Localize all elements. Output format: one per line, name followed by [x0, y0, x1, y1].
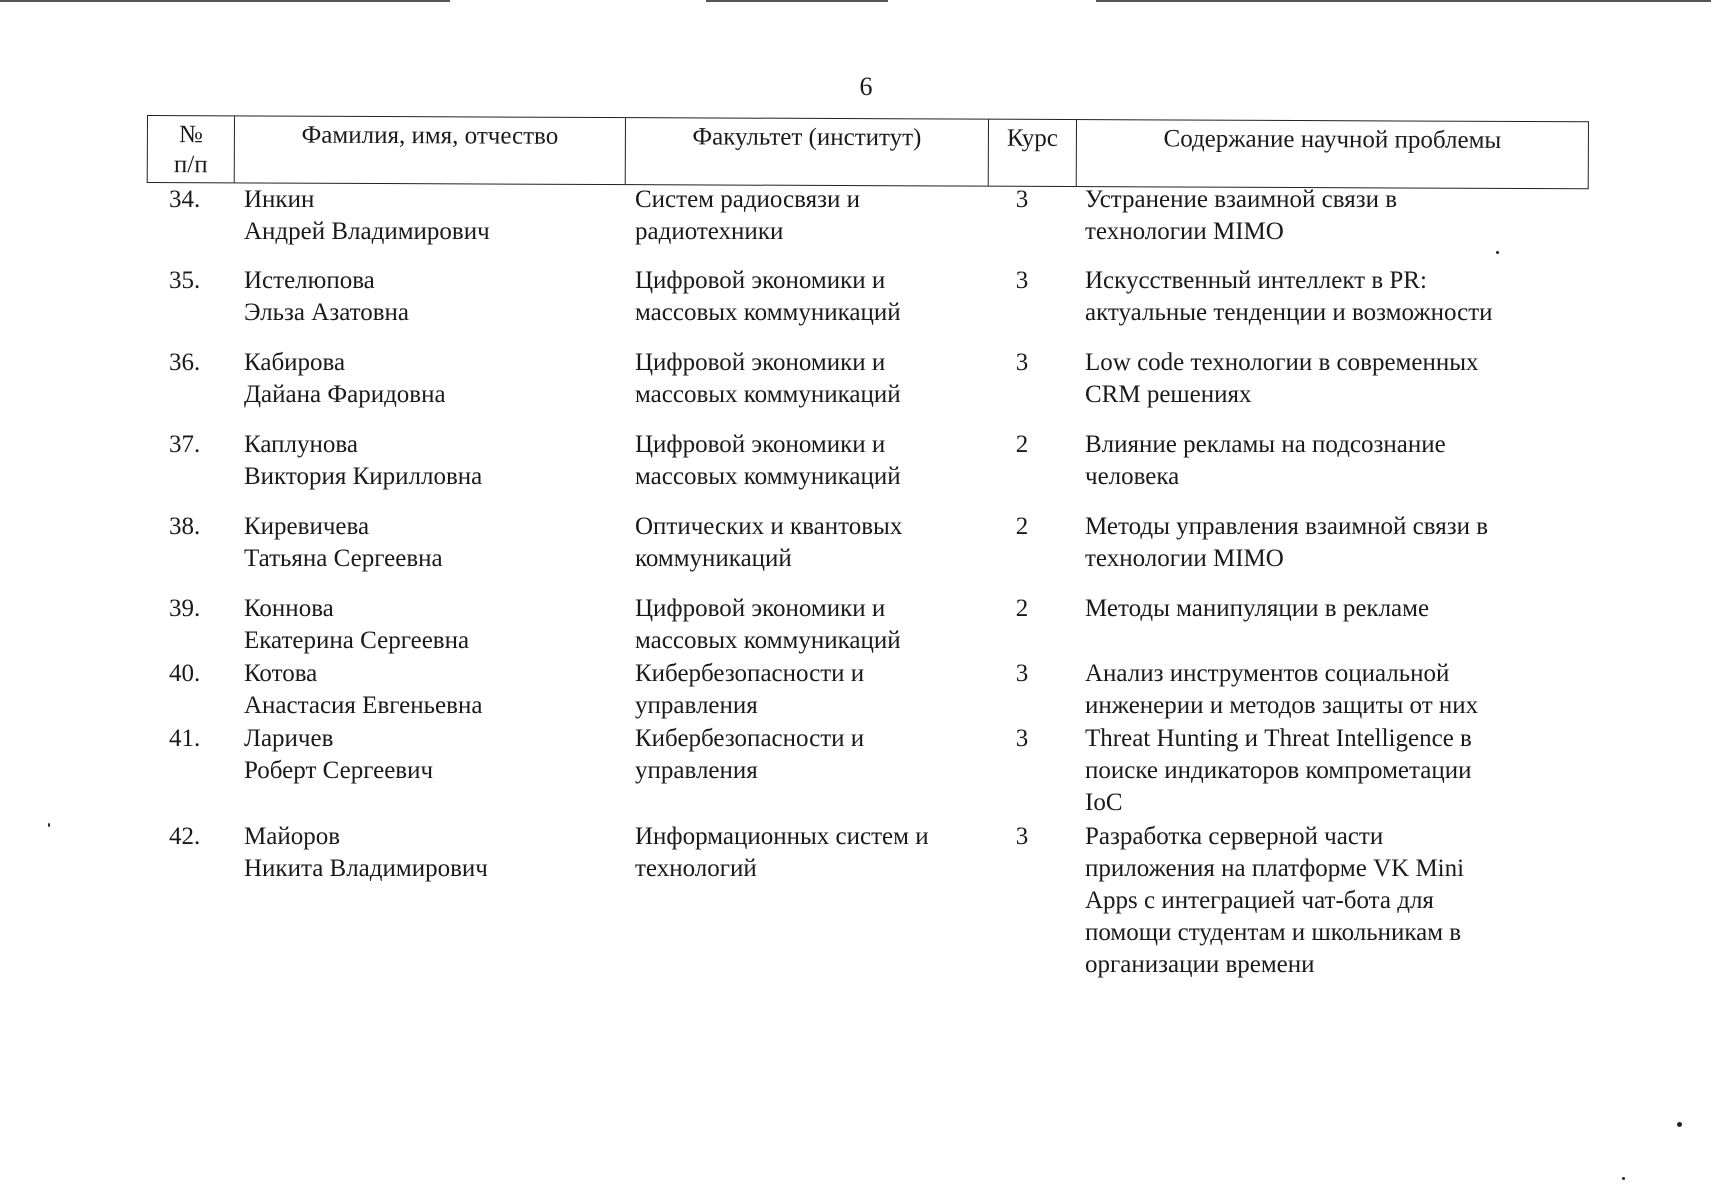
faculty: Информационных систем и технологий	[635, 823, 929, 882]
course: 3	[1015, 186, 1029, 213]
course: 2	[1015, 595, 1029, 622]
research-topic: Low code технологии в современных CRM решениях	[1085, 349, 1479, 408]
header-name-label: Фамилия, имя, отчество	[301, 121, 559, 150]
student-name: Киревичева Татьяна Сергеевна	[244, 513, 443, 572]
scan-edge-line	[1096, 0, 1711, 2]
student-name: Ларичев Роберт Сергеевич	[244, 725, 434, 784]
research-topic: Threat Hunting и Threat Intelligence в поиске индикаторов компрометации IoC	[1085, 725, 1472, 816]
course: 3	[1015, 725, 1029, 752]
research-topic: Искусственный интеллект в PR: актуальные тенденции и возможности	[1085, 267, 1493, 326]
faculty: Цифровой экономики и массовых коммуникаций	[635, 431, 901, 490]
research-topic: Разработка серверной части приложения на платформе VK Mini Apps с интеграцией чат-бота для помощи студентам и школьникам в организации времени	[1085, 823, 1465, 978]
course: 3	[1015, 267, 1029, 294]
student-name: Инкин Андрей Владимирович	[244, 186, 490, 245]
row-number: 42.	[169, 823, 201, 850]
course: 3	[1015, 660, 1029, 687]
row-number: 36.	[169, 349, 201, 376]
header-name	[234, 116, 625, 184]
header-faculty-label: Факультет (институт)	[692, 123, 922, 152]
faculty: Оптических и квантовых коммуникаций	[635, 513, 903, 572]
scan-speck	[1496, 251, 1499, 254]
student-name: Каплунова Виктория Кирилловна	[244, 431, 483, 490]
faculty: Цифровой экономики и массовых коммуникаций	[635, 267, 901, 326]
header-course	[988, 120, 1076, 186]
header-faculty	[625, 118, 988, 186]
student-name: Котова Анастасия Евгеньевна	[244, 660, 483, 719]
header-topic-label: Содержание научной проблемы	[1163, 125, 1502, 154]
header-num	[148, 116, 234, 182]
row-number: 37.	[169, 431, 201, 458]
faculty: Систем радиосвязи и радиотехники	[635, 186, 861, 245]
scan-speck	[1622, 1177, 1625, 1180]
course: 2	[1015, 431, 1029, 458]
header-course-label: Курс	[1006, 124, 1058, 152]
faculty: Цифровой экономики и массовых коммуникаций	[635, 349, 901, 408]
row-number: 39.	[169, 595, 201, 622]
student-name: Кабирова Дайана Фаридовна	[244, 349, 446, 408]
research-topic: Методы управления взаимной связи в технологии MIMO	[1085, 513, 1489, 572]
faculty: Цифровой экономики и массовых коммуникаций	[635, 595, 901, 654]
row-number: 34.	[169, 186, 201, 213]
row-number: 41.	[169, 725, 201, 752]
research-topic: Методы манипуляции в рекламе	[1085, 595, 1430, 622]
course: 3	[1015, 823, 1029, 850]
course: 2	[1015, 513, 1029, 540]
faculty: Кибербезопасности и управления	[635, 725, 865, 784]
page-number: 6	[859, 72, 873, 101]
header-num-label: № п/п	[173, 121, 208, 179]
header-topic	[1076, 120, 1588, 188]
student-name: Истелюпова Эльза Азатовна	[244, 267, 410, 326]
student-name: Майоров Никита Владимирович	[244, 823, 488, 882]
research-topic: Анализ инструментов социальной инженерии и методов защиты от них	[1085, 660, 1479, 719]
course: 3	[1015, 349, 1029, 376]
student-name: Коннова Екатерина Сергеевна	[244, 595, 470, 654]
row-number: 40.	[169, 660, 201, 687]
table-header	[147, 115, 1589, 189]
row-number: 35.	[169, 267, 201, 294]
research-topic: Устранение взаимной связи в технологии MIMO	[1085, 186, 1398, 245]
faculty: Кибербезопасности и управления	[635, 660, 865, 719]
scan-edge-line	[0, 0, 450, 2]
research-topic: Влияние рекламы на подсознание человека	[1085, 431, 1446, 490]
scan-speck	[1677, 1122, 1682, 1127]
scan-edge-line	[706, 0, 888, 2]
row-number: 38.	[169, 513, 201, 540]
scan-speck	[48, 823, 50, 827]
